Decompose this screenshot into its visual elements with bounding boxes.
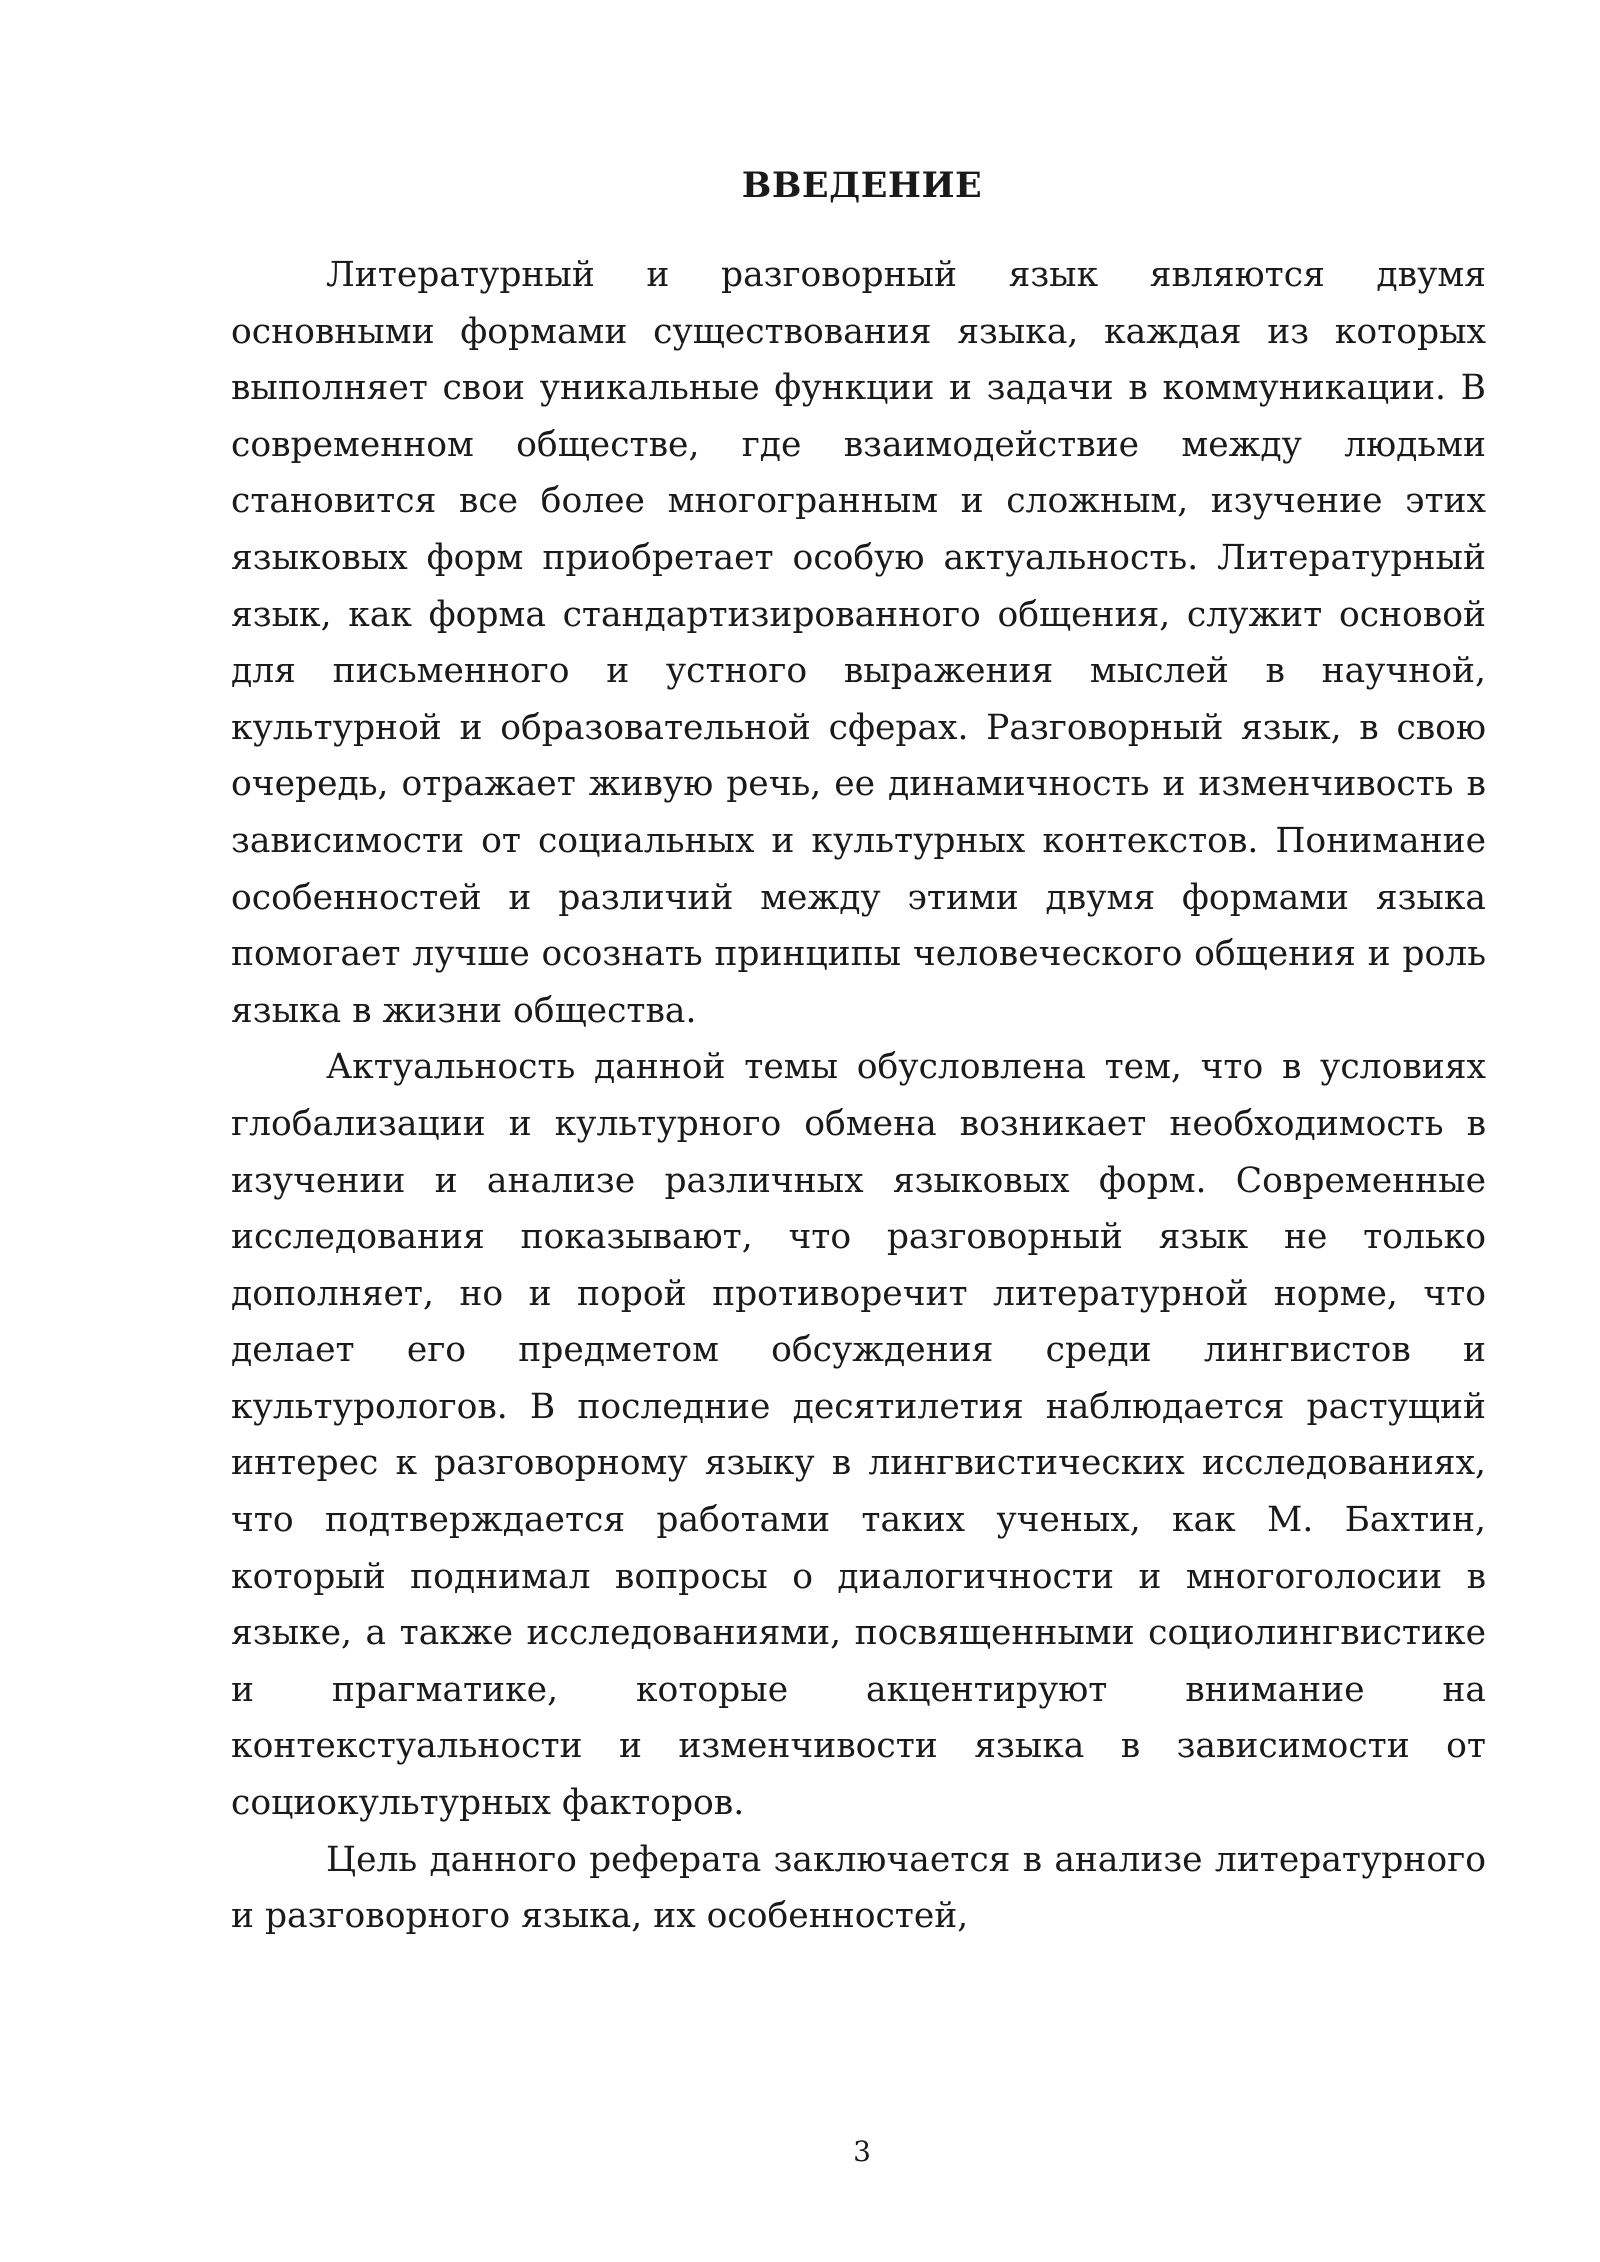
body-text [231,247,1486,1945]
paragraph-relevance: Актуальность данной темы обусловлена тем, что в условиях глобализации и культурного обмена возникает необходимость в изучении и анализе различных языковых форм. Современные исследования показывают, что разговорный язык не только дополняет, но и порой противоречит литературной норме, что делает его предметом обсуждения среди лингвистов и культурологов. В последние десятилетия наблюдается растущий интерес к разговорному языку в лингвистических исследованиях, что подтверждается работами таких ученых, как М. Бахтин, который поднимал вопросы о диалогичности и многоголосии в языке, а также исследованиями, посвященными социолингвистике и прагматике, которые акцентируют внимание на контекстуальности и изменчивости языка в зависимости от социокультурных факторов. [231,1047,1486,1824]
paragraph-introduction: Литературный и разговорный язык являются двумя основными формами существования языка, каждая из которых выполняет свои уникальные функции и задачи в коммуникации. В современном обществе, где взаимодействие между людьми становится все более многогранным и сложным, изучение этих языковых форм приобретает особую актуальность. Литературный язык, как форма стандартизированного общения, служит основой для письменного и устного выражения мыслей в научной, культурной и образовательной сферах. Разговорный язык, в свою очередь, отражает живую речь, ее динамичность и изменчивость в зависимости от социальных и культурных контекстов. Понимание особенностей и различий между этими двумя формами языка помогает лучше осознать принципы человеческого общения и роль языка в жизни общества. [231,255,1486,1031]
page-number: 3 [853,2135,871,2168]
section-title: ВВЕДЕНИЕ [741,165,983,206]
paragraph-goal: Цель данного реферата заключается в анализе литературного и разговорного языка, их особенностей, [231,1839,1486,1937]
